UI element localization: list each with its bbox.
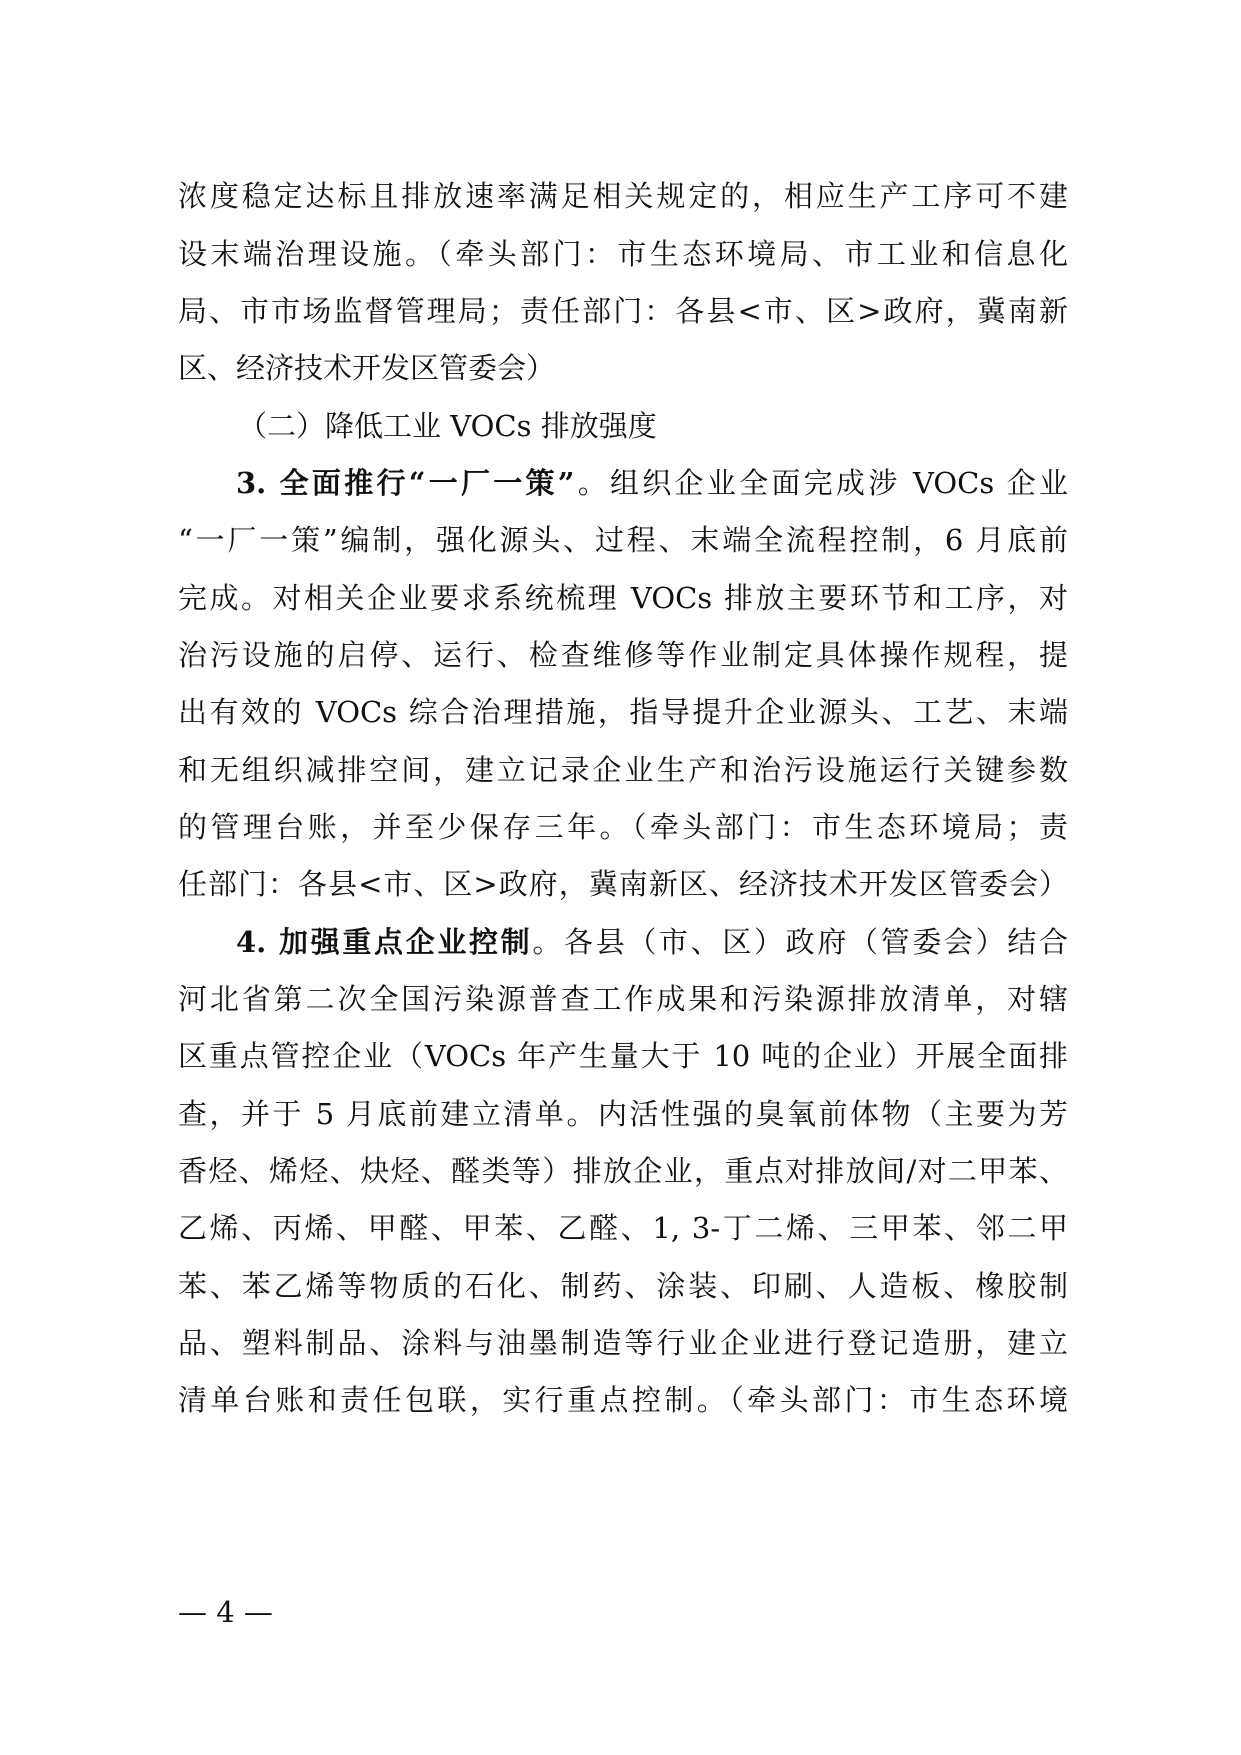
- paragraph-line: 设末端治理设施。（牵头部门：市生态环境局、市工业和信息化: [178, 237, 1068, 271]
- paragraph-line: 查，并于 5 月底前建立清单。内活性强的臭氧前体物（主要为芳: [178, 1097, 1068, 1131]
- paragraph-line: 河北省第二次全国污染源普查工作成果和污染源排放清单，对辖: [178, 982, 1068, 1016]
- paragraph-line: 香烃、烯烃、炔烃、醛类等）排放企业，重点对排放间/对二甲苯、: [178, 1154, 1068, 1188]
- paragraph-line: 区重点管控企业（VOCs 年产生量大于 10 吨的企业）开展全面排: [178, 1039, 1068, 1073]
- item-heading: 3. 全面推行“一厂一策”: [236, 466, 575, 500]
- paragraph-line: 完成。对相关企业要求系统梳理 VOCs 排放主要环节和工序，对: [178, 581, 1068, 615]
- paragraph-line: 出有效的 VOCs 综合治理措施，指导提升企业源头、工艺、末端: [178, 695, 1068, 729]
- page-number: — 4 —: [178, 1595, 273, 1629]
- item-text: 。组织企业全面完成涉 VOCs 企业: [574, 466, 1069, 500]
- paragraph-line: 乙烯、丙烯、甲醛、甲苯、乙醛、1, 3-丁二烯、三甲苯、邻二甲: [178, 1211, 1068, 1245]
- paragraph-line: 任部门：各县<市、区>政府，冀南新区、经济技术开发区管委会）: [178, 867, 1068, 901]
- paragraph-line: 的管理台账，并至少保存三年。（牵头部门：市生态环境局；责: [178, 810, 1068, 844]
- paragraph-line: 品、塑料制品、涂料与油墨制造等行业企业进行登记造册，建立: [178, 1326, 1068, 1360]
- paragraph-line: 浓度稳定达标且排放速率满足相关规定的，相应生产工序可不建: [178, 179, 1068, 213]
- paragraph-line: [178, 461, 1068, 505]
- section-subheading: （二）降低工业 VOCs 排放强度: [238, 409, 657, 443]
- paragraph-line: 局、市市场监督管理局；责任部门：各县<市、区>政府，冀南新: [178, 294, 1068, 328]
- paragraph-line: [178, 920, 1068, 964]
- paragraph-line: 区、经济技术开发区管委会）: [178, 351, 556, 385]
- paragraph-line: 和无组织减排空间，建立记录企业生产和治污设施运行关键参数: [178, 753, 1068, 787]
- paragraph-line: “一厂一策”编制，强化源头、过程、末端全流程控制，6 月底前: [178, 523, 1068, 557]
- paragraph-line: 苯、苯乙烯等物质的石化、制药、涂装、印刷、人造板、橡胶制: [178, 1269, 1068, 1303]
- paragraph-line: 治污设施的启停、运行、检查维修等作业制定具体操作规程，提: [178, 638, 1068, 672]
- item-heading: 4. 加强重点企业控制: [236, 925, 533, 959]
- paragraph-line: 清单台账和责任包联，实行重点控制。（牵头部门：市生态环境: [178, 1383, 1068, 1417]
- item-text: 。各县（市、区）政府（管委会）结合: [532, 925, 1068, 959]
